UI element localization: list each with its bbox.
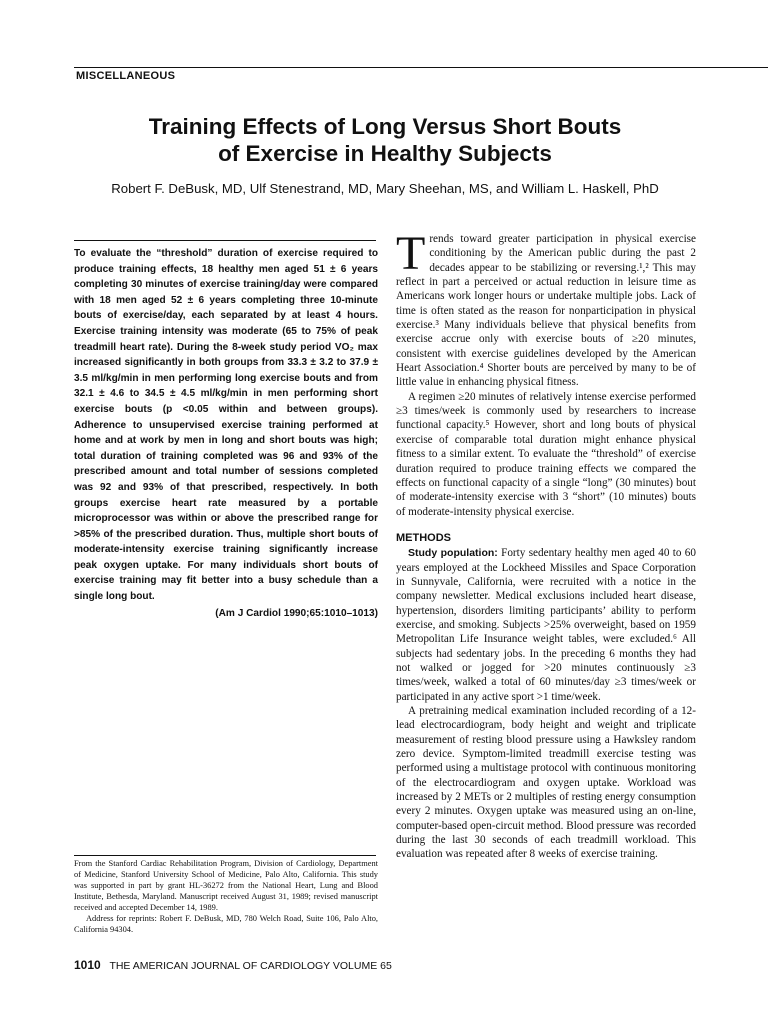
footnote-reprints: Address for reprints: Robert F. DeBusk, MD, 780 Welch Road, Suite 106, Palo Alto, California 94304. — [74, 914, 378, 934]
footnote-rule — [74, 855, 376, 856]
title-line-1: Training Effects of Long Versus Short Bouts — [148, 114, 622, 139]
abstract-text: To evaluate the “threshold” duration of exercise required to produce training effects, 18 healthy men aged 51 ± 6 years completing 30 minutes of exercise training/day were compared with 18 men aged 52 ± 6 years completing three 10-minute bouts of exercise/day, each separated by at least 4 hours. Exercise training intensity was moderate (65 to 75% of peak treadmill heart rate). During the 8-week study period VO₂ max increased significantly in both groups from 33.3 ± 3.2 to 37.9 ± 3.5 ml/kg/min in men performing long exercise bouts and from 32.1 ± 4.6 to 34.5 ± 4.5 ml/kg/min in men performing short exercise bouts (p <0.05 within and between groups). Adherence to unsupervised exercise training performed at home and at work by men in long and short bouts was high; total duration of training completed was 96 and 93% of the prescribed amount and total number of sessions completed was 92 and 93% of that prescribed, respectively. In both groups exercise heart rate measured by a portable microprocessor was within or above the prescribed range for >85% of the prescribed duration. Thus, multiple short bouts of moderate-intensity exercise training significantly increase peak oxygen uptake. For many individuals short bouts of exercise training may fit better into a busy schedule than a single long bout. — [74, 248, 378, 603]
drop-cap: T — [396, 227, 426, 280]
footnote — [74, 858, 378, 935]
title-line-2: of Exercise in Healthy Subjects — [218, 141, 552, 166]
journal-name: THE AMERICAN JOURNAL OF CARDIOLOGY VOLUME 65 — [109, 960, 392, 972]
page-number: 1010 — [74, 958, 101, 972]
abstract-rule — [74, 240, 376, 241]
intro-paragraph-1 — [396, 227, 696, 390]
study-population-heading: Study population: — [408, 547, 498, 560]
footnote-affiliation: From the Stanford Cardiac Rehabilitation Program, Division of Cardiology, Department of Medicine, Stanford University School of Medicine, Palo Alto, California. This study was supported in part by grant HL-36272 from the National Heart, Lung and Blood Institute, Bethesda, Maryland. Manuscript received August 31, 1989; revised manuscript received and accepted December 14, 1989. — [74, 859, 378, 912]
intro-paragraph-2: A regimen ≥20 minutes of relatively intense exercise performed ≥3 times/week is commonly used by researchers to increase functional capacity.⁵ However, short and long bouts of physical exercise of comparable total duration might enhance physical fitness to a similar extent. To evaluate the “threshold” of exercise duration required to produce training effects we compared the effects on functional capacity of a single “long” (30 minutes) bout of moderate-intensity exercise with 3 “short” (10 minutes) bouts of moderate-intensity physical exercise. — [396, 390, 696, 518]
article-title — [60, 113, 710, 167]
abstract — [74, 246, 378, 621]
methods-heading: METHODS — [396, 531, 451, 544]
intro-p1-text: rends toward greater participation in physical exercise conditioning by the American public during the past 2 decades appear to be stabilizing or reversing.¹,² This may reflect in part a perceived or actual reduction in leisure time as Americans work longer hours or undertake multiple jobs. Lack of time is often stated as the reason for nonparticipation in physical exercise.³ Many individuals believe that physical benefits from exercise accrue only with exercise bouts of ≥20 minutes, consistent with exercise guidelines developed by the American Heart Association.⁴ Shorter bouts are perceived by many to be of little value in enhancing physical fitness. — [396, 233, 696, 389]
methods-paragraph-2: A pretraining medical examination included recording of a 12-lead electrocardiogram, body height and weight and triplicate measurement of resting blood pressure using a Hawksley random zero device. Symptom-limited treadmill exercise testing was performed using a multistage protocol with continuous monitoring of the electrocardiogram and oxygen uptake. Workload was increased by 2 METs or 2 multiples of resting energy consumption every 2 minutes. Oxygen uptake was measured using an on-line, computer-based open-circuit method. Blood pressure was recorded during the last 30 seconds of each treadmill workload. This evaluation was repeated after 8 weeks of exercise training. — [396, 705, 696, 861]
abstract-citation: (Am J Cardiol 1990;65:1010–1013) — [215, 607, 378, 619]
author-list: Robert F. DeBusk, MD, Ulf Stenestrand, MD, Mary Sheehan, MS, and William L. Haskell, PhD — [111, 181, 659, 196]
methods-paragraph-1 — [396, 546, 696, 704]
top-rule — [74, 67, 768, 68]
body-column — [396, 227, 696, 862]
section-label: MISCELLANEOUS — [76, 70, 176, 82]
page-footer — [74, 958, 474, 972]
methods-p1-text: Forty sedentary healthy men aged 40 to 60 years employed at the Lockheed Missiles and Space Corporation in Sunnyvale, California, were recruited with a notice in the company newsletter. Medical exclusions included heart disease, hypertension, disorders limiting participants’ ability to perform exercise, and smoking. Subjects >25% overweight, based on 1959 Metropolitan Life Insurance weight tables, were excluded.⁶ All subjects had sedentary jobs. In the preceding 6 months they had not walked or jogged for >20 minutes continuously ≥3 times/week, walked a total of 60 minutes/day ≥3 times/week or participated in any active sport >1 time/week. — [396, 547, 696, 703]
